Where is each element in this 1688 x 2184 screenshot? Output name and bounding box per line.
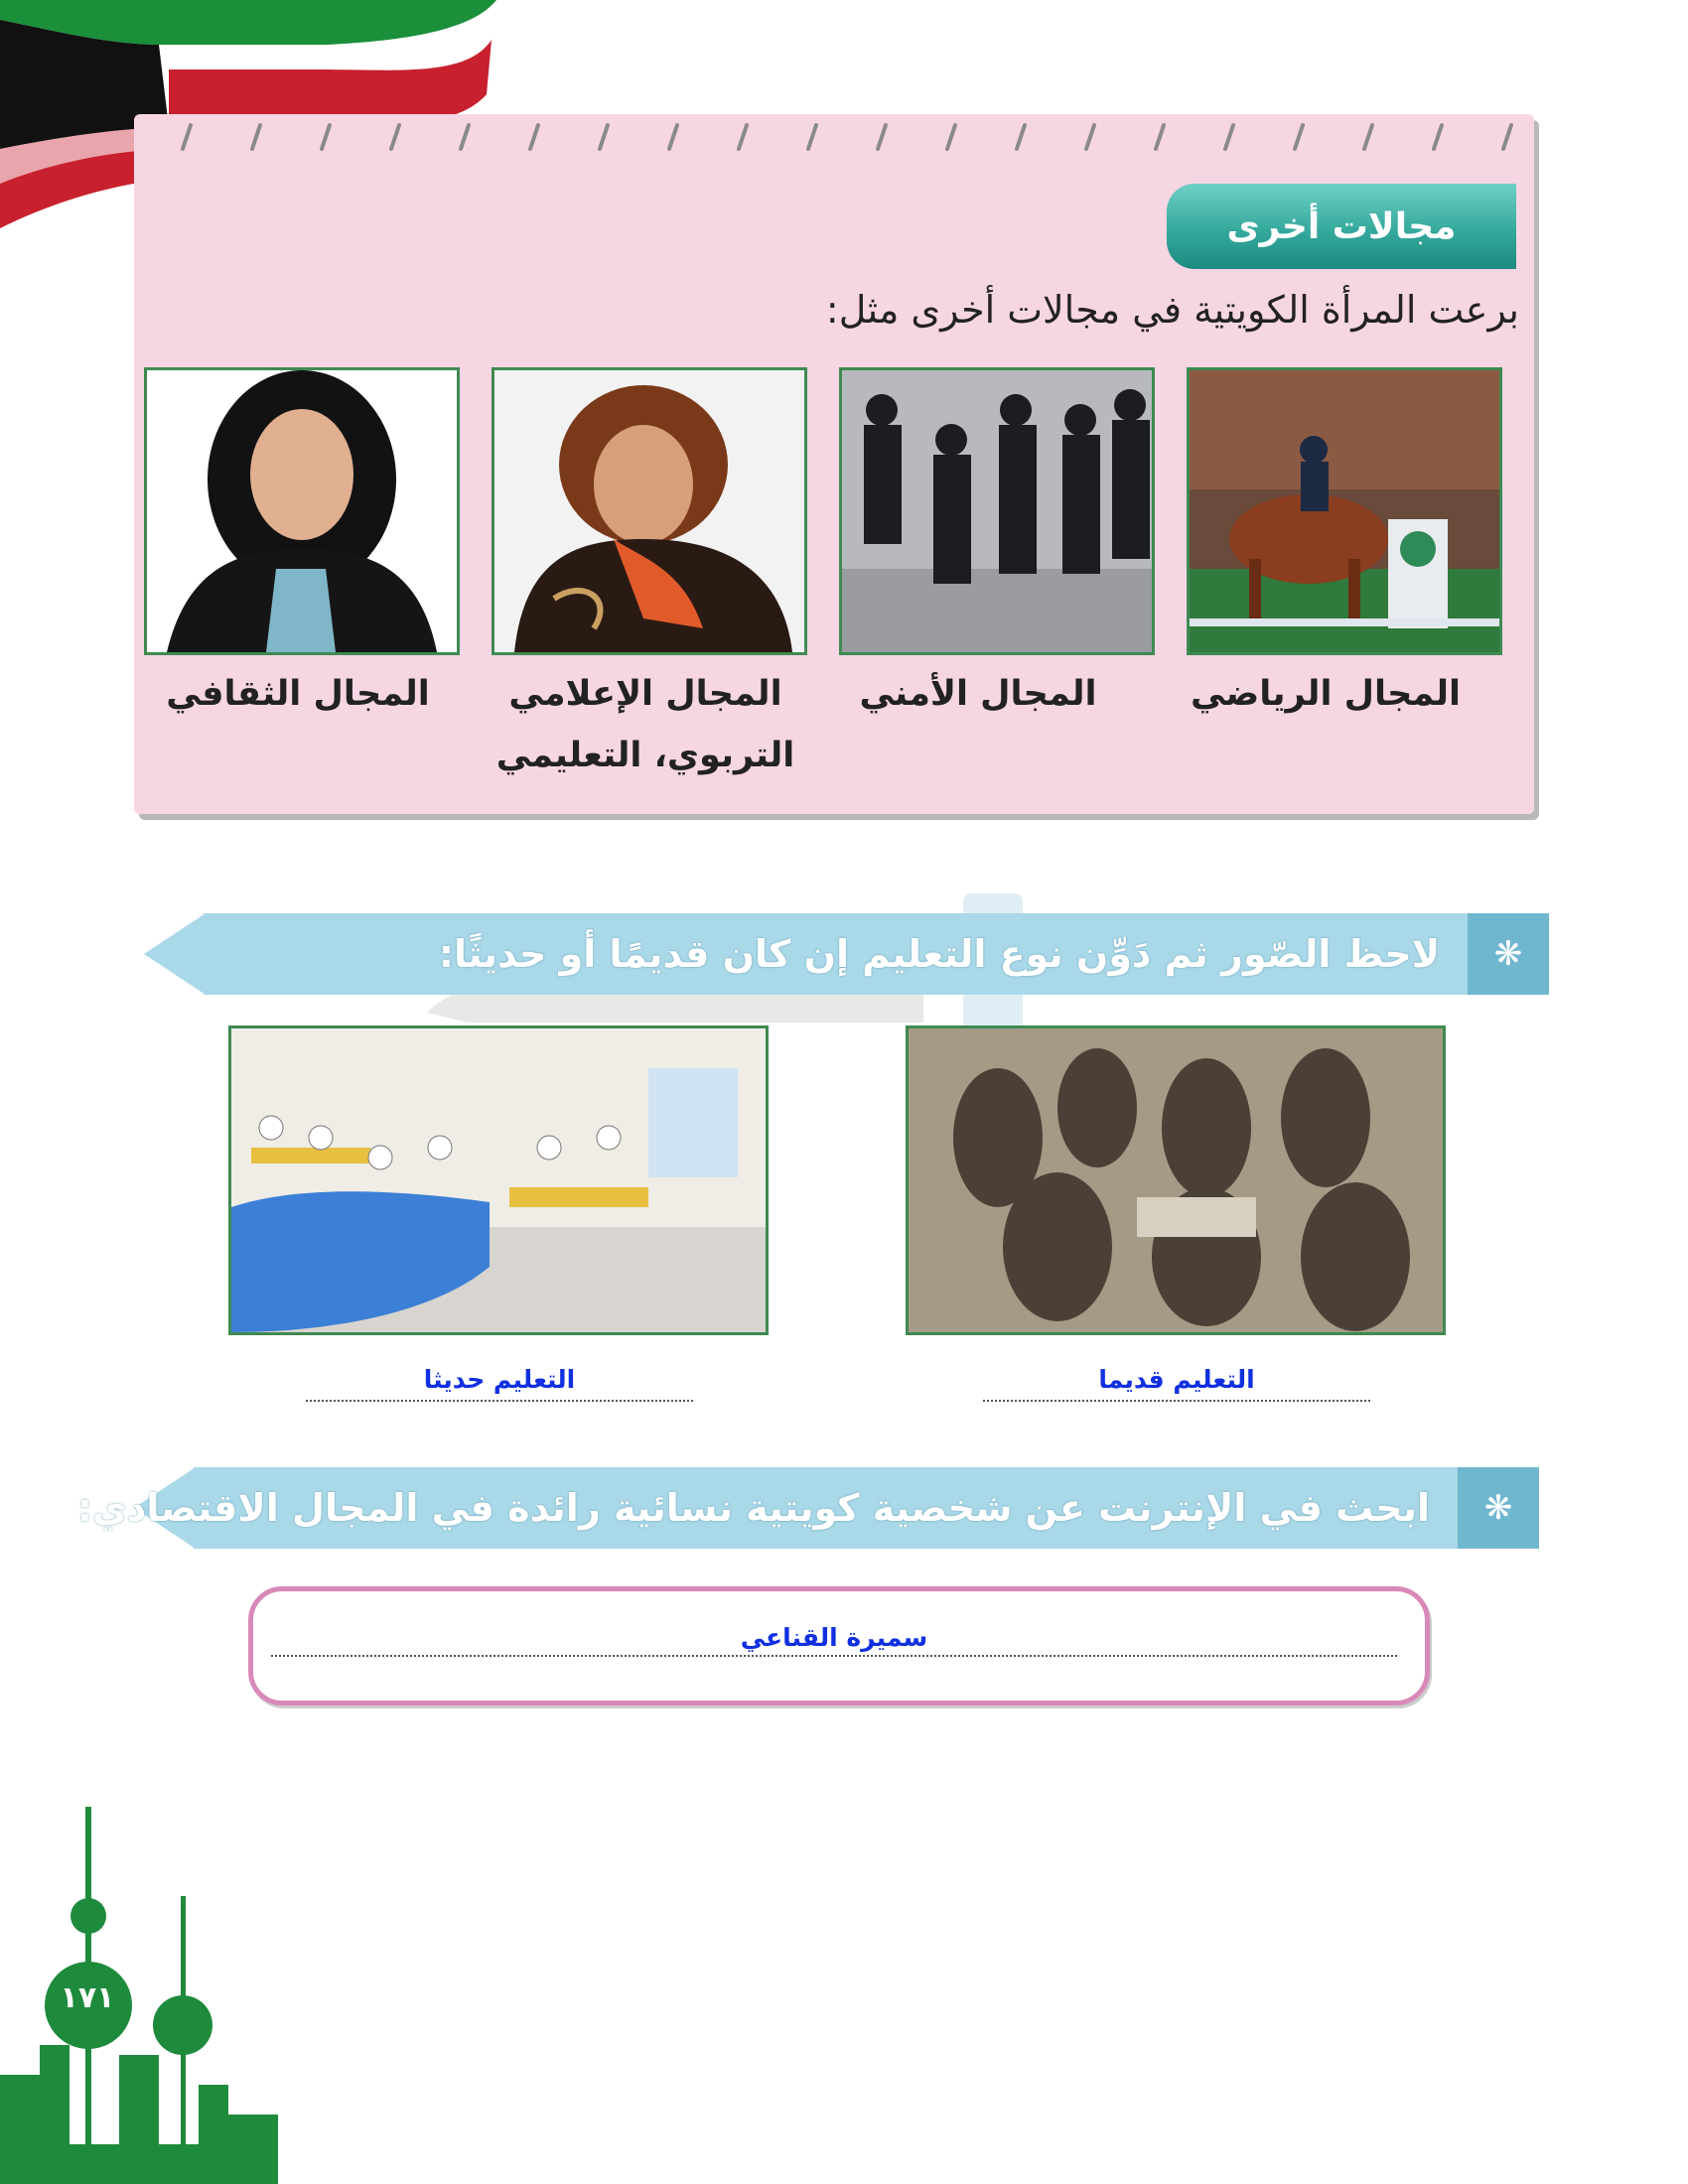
- banner-arrow: [144, 913, 206, 995]
- research-answer[interactable]: سميرة القناعي: [271, 1621, 1397, 1657]
- old-classroom-icon: [909, 1028, 1443, 1332]
- research-answer-box[interactable]: [248, 1586, 1430, 1706]
- media-woman-icon: [494, 370, 804, 652]
- field-caption: المجال الإعلامي التربوي، التعليمي: [495, 674, 795, 775]
- old-education-photo: [906, 1025, 1446, 1335]
- modern-education-answer[interactable]: التعليم حديثا: [306, 1360, 693, 1402]
- instruction-banner-1: [144, 913, 1549, 995]
- security-field-photo: [839, 367, 1155, 655]
- page-number: ١٧١: [60, 1980, 115, 2015]
- field-caption: المجال الأمني: [859, 674, 1097, 714]
- modern-classroom-icon: [231, 1028, 766, 1332]
- horse-rider-icon: [1190, 370, 1499, 652]
- banner-instruction: ابحث في الإنترنت عن شخصية كويتية نسائية رائدة في المجال الاقتصادي:: [76, 1486, 1430, 1530]
- section-title-tag: مجالات أخرى: [1167, 184, 1516, 269]
- instruction-banner-2: [76, 1467, 1539, 1549]
- star-icon: ❋: [1458, 1467, 1539, 1549]
- kuwait-towers-skyline: [0, 1797, 278, 2184]
- modern-education-photo: [228, 1025, 769, 1335]
- section-intro: برعت المرأة الكويتية في مجالات أخرى مثل:: [825, 288, 1519, 332]
- culture-woman-icon: [147, 370, 457, 652]
- star-icon: ❋: [1468, 913, 1549, 995]
- police-women-icon: [842, 370, 1152, 652]
- field-caption: المجال الثقافي: [166, 674, 430, 714]
- sports-field-photo: [1187, 367, 1502, 655]
- old-education-answer[interactable]: التعليم قديما: [983, 1360, 1370, 1402]
- media-field-photo: [492, 367, 807, 655]
- notebook-spiral: [169, 117, 1519, 157]
- culture-field-photo: [144, 367, 460, 655]
- banner-instruction: لاحظ الصّور ثم دَوِّن نوع التعليم إن كان قديمًا أو حديثًا:: [438, 932, 1440, 976]
- field-caption: المجال الرياضي: [1191, 674, 1461, 714]
